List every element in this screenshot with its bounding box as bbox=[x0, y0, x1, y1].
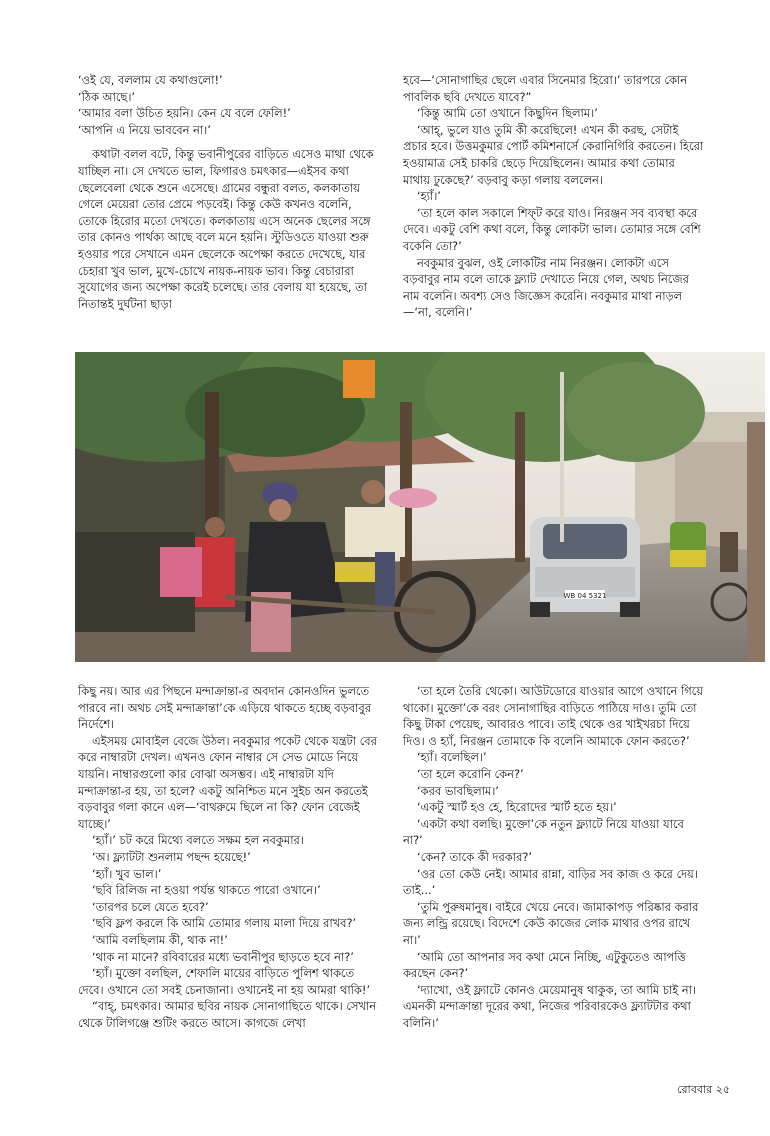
paragraph: এইসময় মোবাইল বেজে উঠল। নবকুমার পকেট থেকে যন্ত্রটা বের করে নাম্বারটা দেখল। এখনও ফোন নাম্বার সে সেভ মোডে নিয়ে যায়নি। নাম্বারগুলো কার বোঝা অসম্ভব। এই নাম্বারটা যদি মন্দাক্রান্তা-র হয়, তা হলে? একটু অনিশ্চিত মনে সুইচ অন করতেই বড়বাবুর গলা কানে এল—‘বাথরুমে ছিলে না কি? ফোন বেজেই যাচ্ছে।’ bbox=[78, 733, 377, 831]
dialogue-line: ‘তা হলে করোনি কেন?’ bbox=[417, 766, 524, 781]
dialogue-line: ‘তা হলে তৈরি থেকো। আউটডোরে যাওয়ার আগে ওখানে গিয়ে থাকো। মুক্তো’কে বরং সোনাগাছির বাড়িতে পাঠিয়ে দাও। তুমি তো কিছু টাকা পেয়েছ, আবারও পাবে। তাই থেকে ওর খাইখরচা দিয়ে দিও। ও হ্যাঁ, নিরঞ্জন তোমাকে কি বলেনি আমাকে ফোন করতে?’ bbox=[403, 684, 703, 748]
dialogue-line: ‘ওই যে, বললাম যে কথাগুলো!’ bbox=[78, 73, 223, 87]
dialogue-line: ‘হ্যাঁ। মুক্তো বলছিল, শেফালি মায়ের বাড়িতে পুলিশ থাকতে দেবে। ওখানে তো সবই চেনাজানা। ওখানেই না হয় আমরা থাকি!’ bbox=[78, 966, 371, 997]
dialogue-line: “বাহ্‌, চমৎকার। আমার ছবির নায়ক সোনাগাছিতে থাকে। সেখান থেকে টালিগঞ্জে শুটিং করতে আসে। কাগজে লেখা bbox=[78, 999, 377, 1030]
dialogue-line: ‘তারপর চলে যেতে হবে?’ bbox=[92, 899, 209, 914]
dialogue-line: ‘হ্যাঁ।’ bbox=[417, 189, 441, 204]
dialogue-line: ‘কেন? তাকে কী দরকার?’ bbox=[417, 849, 532, 864]
street-photo bbox=[75, 352, 765, 662]
paragraph: কথাটা বলল বটে, কিন্তু ভবানীপুরের বাড়িতে এসেও মাথা থেকে যাচ্ছিল না। সে দেখতে ভাল, ফিগারও চমৎকার—এইসব কথা ছেলেবেলা থেকে শুনে এসেছে। গ্রামের বন্ধুরা বলত, কলকাতায় গেলে মেয়েরা তোর প্রেমে পড়বেই। কিন্তু কেউ কখনও বলেনি, তোকে হিরোর মতো দেখতে। কলকাতায় এসে অনেক ছেলের সঙ্গে তার কোনও পার্থক্য আছে বলে মনে হয়নি। স্টুডিওতে যাওয়া শুরু হওয়ার পরে সেখানে এমন ছেলেকে অপেক্ষা করতে দেখেছে, যার চেহারা খুব ভাল, মুখে-চোখে নায়ক-নায়ক ভাব। কিন্তু বেচারারা সুযোগের জন্য অপেক্ষা করেই চলেছে। তার বেলায় যা হয়েছে, তা নিতান্তই দুর্ঘটনা ছাড়া bbox=[78, 147, 374, 311]
dialogue-line: ‘দ্যাখো, ওই ফ্ল্যাটে কোনও মেয়েমানুষ থাকুক, তা আমি চাই না। এমনকী মন্দাক্রান্তা দূরের কথা, নিজের পরিবারকেও ফ্ল্যাটটার কথা বলিনি।’ bbox=[403, 982, 696, 1030]
dialogue-line: ‘আমার বলা উচিত হয়নি। কেন যে বলে ফেলি!’ bbox=[78, 106, 291, 121]
dialogue-line: ‘একটু স্মার্ট হও হে, হিরোদের স্মার্ট হতে হয়।’ bbox=[417, 800, 617, 815]
column-top-left bbox=[78, 72, 378, 312]
dialogue-line: ‘তুমি পুরুষমানুষ। বাইরে খেয়ে নেবে। জামাকাপড় পরিষ্কার করার জন্য লন্ড্রি রয়েছে। বিদেশে কেউ কাজের লোক মাথার ওপর রাখে না।’ bbox=[403, 899, 699, 947]
dialogue-line: ‘হ্যাঁ। বলেছিল।’ bbox=[417, 750, 487, 765]
column-bottom-left bbox=[78, 683, 378, 1031]
column-top-right bbox=[403, 72, 705, 321]
paragraph: হবে—‘সোনাগাছির ছেলে এবার সিনেমার হিরো।’ তারপরে কোন পাবলিক ছবি দেখতে যাবে?” bbox=[403, 73, 688, 104]
dialogue-line: ‘তা হলে কাল সকালে শিফ্‌ট করে যাও। নিরঞ্জন সব ব্যবস্থা করে দেবে। একটু বেশি কথা বলে, কিন্তু লোকটা ভাল। তোমার সঙ্গে বেশি বকেনি তো?’ bbox=[403, 205, 701, 253]
dialogue-line: ‘করব ভাবছিলাম।’ bbox=[417, 783, 499, 798]
paragraph: নবকুমার বুঝল, ওই লোকটির নাম নিরঞ্জন। লোকটা এসে বড়বাবুর নাম বলে তাকে ফ্ল্যাট দেখাতে নিয়ে গেল, অথচ নিজের নাম বলেনি। অবশ্য সেও জিজ্ঞেস করেনি। নবকুমার মাথা নাড়ল—‘না, বলেনি।’ bbox=[403, 255, 689, 320]
dialogue-line: ‘একটা কথা বলছি। মুক্তো’কে নতুন ফ্ল্যাটে নিয়ে যাওয়া যাবে না?’ bbox=[403, 816, 684, 848]
page-number: ২৫ bbox=[715, 1083, 730, 1096]
street-scene-illustration bbox=[75, 352, 765, 662]
dialogue-line: ‘আহ্‌, ভুলে যাও তুমি কী করেছিলে! এখন কী করছ, সেটাই প্রচার হবে। উত্তমকুমার পোর্ট কমিশনার্সে কেরানিগিরি করতেন। হিরো হওয়ামাত্র সেই চাকরি ছেড়ে দিয়েছিলেন। আমার কথা তোমার মাথায় ঢুকেছে?’ বড়বাবু কড়া গলায় বললেন। bbox=[403, 122, 704, 187]
dialogue-line: ‘কিন্তু আমি তো ওখানে কিছুদিন ছিলাম।’ bbox=[417, 106, 598, 121]
dialogue-line: ‘আমি বলছিলাম কী, থাক না!’ bbox=[92, 932, 228, 947]
dialogue-line: ‘ওর তো কেউ নেই। আমার রান্না, বাড়ির সব কাজ ও করে দেয়। তাই...’ bbox=[403, 866, 698, 898]
paragraph: কিছু নয়। আর এর পিছনে মন্দাক্রান্তা-র অবদান কোনওদিন ভুলতে পারবে না। অথচ সেই মন্দাক্রান্তা’কে এড়িয়ে থাকতে হচ্ছে বড়বাবুর নির্দেশে। bbox=[78, 684, 371, 732]
number-plate: WB 04 5321 bbox=[563, 592, 607, 600]
dialogue-line: ‘হ্যাঁ। খুব ভাল।’ bbox=[92, 866, 162, 881]
dialogue-line: ‘অ। ফ্ল্যাটটা শুনলাম পছন্দ হয়েছে!’ bbox=[92, 849, 251, 864]
column-bottom-right bbox=[403, 683, 705, 1031]
dialogue-line: ‘ছবি ফ্লপ করলে কি আমি তোমার গলায় মালা দিয়ে রাখব?’ bbox=[92, 916, 357, 931]
dialogue-line: ‘থাক না মানে? রবিবারের মধ্যে ভবানীপুর ছাড়তে হবে না?’ bbox=[92, 949, 354, 964]
dialogue-line: ‘হ্যাঁ।’ চট করে মিথ্যে বলতে সক্ষম হল নবকুমার। bbox=[92, 833, 304, 848]
dialogue-line: ‘আমি তো আপনার সব কথা মেনে নিচ্ছি, এটুকুতেও আপত্তি করছেন কেন?’ bbox=[403, 949, 686, 981]
dialogue-line: ‘ঠিক আছে।’ bbox=[78, 89, 136, 104]
dialogue-line: ‘ছবি রিলিজ না হওয়া পর্যন্ত থাকতে পারো ওখানে।’ bbox=[92, 883, 321, 898]
dialogue-line: ‘আপনি এ নিয়ে ভাববেন না।’ bbox=[78, 122, 211, 137]
magazine-name: রোববার bbox=[677, 1083, 713, 1096]
page-footer bbox=[677, 1081, 730, 1100]
